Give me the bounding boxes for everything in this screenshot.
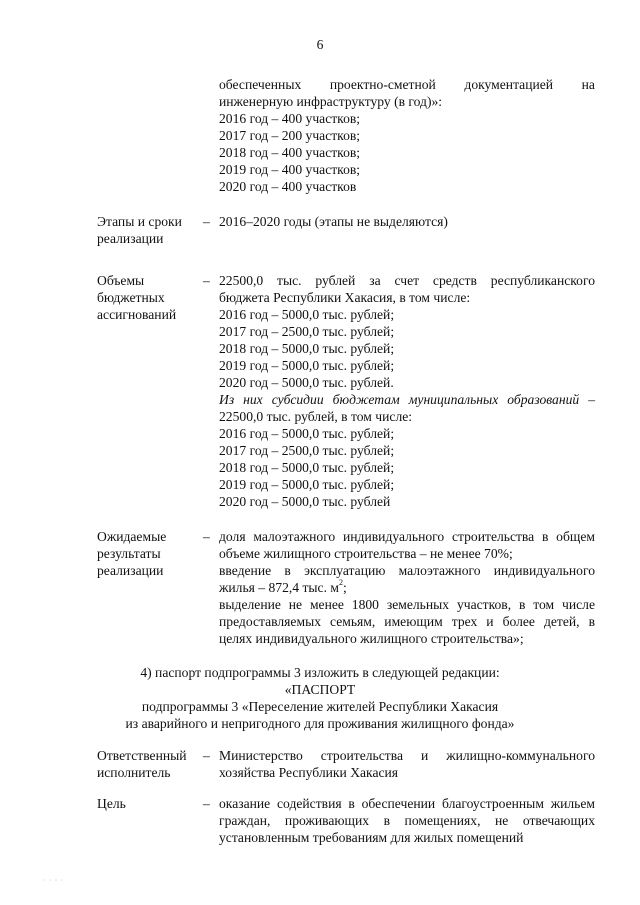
label-line: Ответственный <box>97 748 187 763</box>
top-line-2: инженерную инфраструктуру (в год)»: <box>219 94 443 109</box>
area-text: жилья – 872,4 тыс. м <box>219 580 339 595</box>
budget-line-2: бюджета Республики Хакасия, в том числе: <box>219 290 471 305</box>
passport-intro: 4) паспорт подпрограммы 3 изложить в следующей редакции: <box>140 665 500 680</box>
goal-line: установленным требованиям для жилых помещений <box>219 830 524 845</box>
results-line: объеме жилищного строительства – не менее 70%; <box>219 546 513 561</box>
list-item: 2017 год – 2500,0 тыс. рублей; <box>219 324 395 339</box>
list-item: 2018 год – 400 участков; <box>219 145 361 160</box>
subsidy-line-2: 22500,0 тыс. рублей, в том числе: <box>219 409 413 424</box>
results-line <box>219 579 347 596</box>
page-number: 6 <box>316 37 324 52</box>
label-line: Ожидаемые <box>97 529 167 544</box>
label-line: реализации <box>97 231 164 246</box>
dash: – <box>203 529 210 544</box>
punctuation: ; <box>343 580 347 595</box>
list-item: 2020 год – 5000,0 тыс. рублей. <box>219 375 394 390</box>
results-line: выделение не менее 1800 земельных участков, в том числе <box>219 597 595 612</box>
label-line: Этапы и сроки <box>97 214 182 229</box>
scan-mark-graphic <box>42 877 66 883</box>
word: на <box>581 77 595 92</box>
dash: – <box>203 796 210 811</box>
list-item: 2019 год – 5000,0 тыс. рублей; <box>219 358 395 373</box>
list-item: 2018 год – 5000,0 тыс. рублей; <box>219 341 395 356</box>
list-item: 2016 год – 5000,0 тыс. рублей; <box>219 307 395 322</box>
goal-line: оказание содействия в обеспечении благоустроенным жильем <box>219 796 595 811</box>
stages-label <box>97 213 182 247</box>
list-item: 2020 год – 400 участков <box>219 179 357 194</box>
label-line: бюджетных <box>97 290 165 305</box>
goal-line: граждан, проживающих в помещениях, не отвечающих <box>219 813 595 828</box>
list-item: 2017 год – 2500,0 тыс. рублей; <box>219 443 395 458</box>
executor-line: хозяйства Республики Хакасия <box>219 765 399 780</box>
results-line: доля малоэтажного индивидуального строительства в общем <box>219 529 595 544</box>
list-item: 2019 год – 400 участков; <box>219 162 361 177</box>
stages-text: 2016–2020 годы (этапы не выделяются) <box>219 214 448 229</box>
word: обеспеченных <box>219 77 302 92</box>
list-item: 2017 год – 200 участков; <box>219 128 361 143</box>
results-line: предоставляемых семьям, имеющим трех и более детей, в <box>219 614 595 629</box>
goal-label: Цель <box>97 796 126 811</box>
label-line: результаты <box>97 546 161 561</box>
executor-line: Министерство строительства и жилищно-коммунального <box>219 748 595 763</box>
passport-title: «ПАСПОРТ <box>284 682 356 697</box>
label-line: Объемы <box>97 273 145 288</box>
dash: – <box>203 273 210 288</box>
superscript: 2 <box>339 578 343 587</box>
list-item: 2019 год – 5000,0 тыс. рублей; <box>219 477 395 492</box>
top-line-1 <box>219 76 595 93</box>
list-item: 2016 год – 5000,0 тыс. рублей; <box>219 426 395 441</box>
budget-label <box>97 272 176 323</box>
word: документацией <box>464 77 554 92</box>
label-line: ассигнований <box>97 307 177 322</box>
subsidy-line-1: Из них субсидии бюджетам муниципальных образований – <box>219 392 595 407</box>
scan-mark <box>42 870 66 876</box>
results-label <box>97 528 166 579</box>
word: проектно-сметной <box>329 77 436 92</box>
passport-subtitle-1: подпрограммы 3 «Переселение жителей Республики Хакасия <box>141 699 499 714</box>
list-item: 2018 год – 5000,0 тыс. рублей; <box>219 460 395 475</box>
dash: – <box>203 748 210 763</box>
dash: – <box>203 214 210 229</box>
passport-subtitle-2: из аварийного и непригодного для проживания жилищного фонда» <box>125 716 515 731</box>
list-item: 2020 год – 5000,0 тыс. рублей <box>219 494 391 509</box>
list-item: 2016 год – 400 участков; <box>219 111 361 126</box>
label-line: исполнитель <box>97 765 171 780</box>
results-line: целях индивидуального жилищного строительства»; <box>219 631 524 646</box>
executor-label <box>97 747 187 781</box>
results-line: введение в эксплуатацию малоэтажного индивидуального <box>219 563 595 578</box>
budget-line-1: 22500,0 тыс. рублей за счет средств республиканского <box>219 273 595 288</box>
label-line: реализации <box>97 563 164 578</box>
